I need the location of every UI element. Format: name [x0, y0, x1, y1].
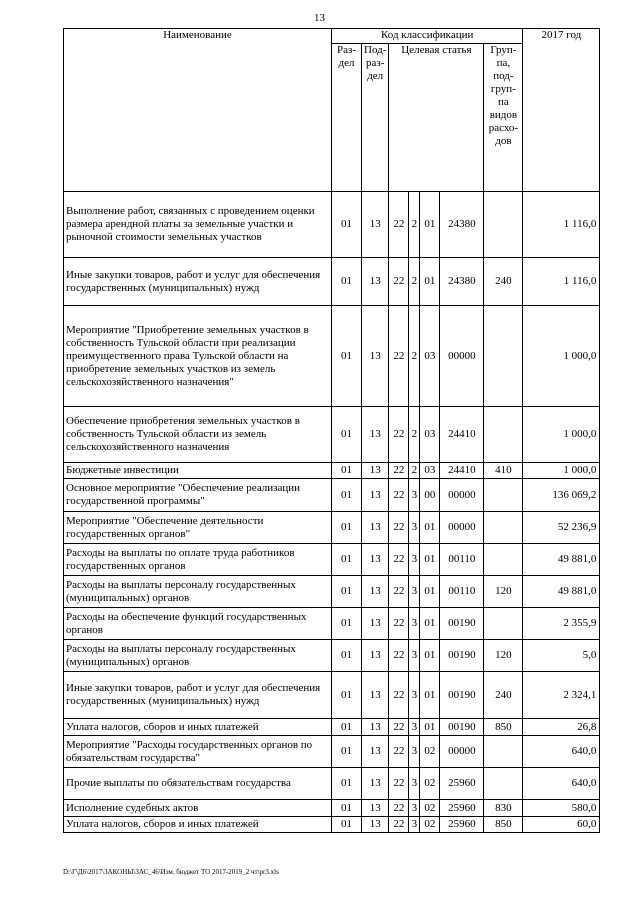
row-expense-type — [484, 544, 523, 576]
row-target-event: 01 — [420, 608, 440, 640]
row-razdel: 01 — [332, 258, 362, 306]
row-name: Расходы на обеспечение функций государственных органов — [64, 608, 332, 640]
table-row — [64, 544, 600, 576]
row-target-event: 01 — [420, 672, 440, 719]
row-razdel: 01 — [332, 544, 362, 576]
row-amount: 2 324,1 — [523, 672, 600, 719]
row-razdel: 01 — [332, 817, 362, 833]
row-target-program: 22 — [389, 576, 409, 608]
table-row — [64, 736, 600, 768]
row-target-event: 02 — [420, 736, 440, 768]
row-target-program: 22 — [389, 719, 409, 736]
header-expense-group: Груп- па, под- груп- па видов расхо- дов — [484, 44, 523, 192]
row-razdel: 01 — [332, 672, 362, 719]
row-expense-type: 240 — [484, 258, 523, 306]
row-podrazdel: 13 — [362, 608, 389, 640]
row-target-subprogram: 3 — [409, 719, 420, 736]
row-target-event: 01 — [420, 512, 440, 544]
row-podrazdel: 13 — [362, 719, 389, 736]
row-expense-type — [484, 479, 523, 512]
row-target-subprogram: 3 — [409, 672, 420, 719]
row-razdel: 01 — [332, 768, 362, 800]
row-target-direction: 00190 — [440, 640, 484, 672]
row-target-direction: 24410 — [440, 463, 484, 479]
row-amount: 1 000,0 — [523, 463, 600, 479]
row-target-direction: 00000 — [440, 736, 484, 768]
row-target-direction: 00190 — [440, 719, 484, 736]
row-target-program: 22 — [389, 192, 409, 258]
budget-table — [63, 28, 600, 833]
row-target-program: 22 — [389, 258, 409, 306]
row-razdel: 01 — [332, 192, 362, 258]
row-podrazdel: 13 — [362, 640, 389, 672]
row-amount: 1 116,0 — [523, 258, 600, 306]
header-code: Код классификации — [332, 29, 523, 44]
row-razdel: 01 — [332, 407, 362, 463]
row-name: Бюджетные инвестиции — [64, 463, 332, 479]
row-target-event: 01 — [420, 576, 440, 608]
row-target-subprogram: 3 — [409, 817, 420, 833]
row-expense-type: 830 — [484, 800, 523, 817]
row-target-event: 02 — [420, 817, 440, 833]
row-podrazdel: 13 — [362, 407, 389, 463]
table-row — [64, 463, 600, 479]
table-row — [64, 479, 600, 512]
row-podrazdel: 13 — [362, 192, 389, 258]
row-razdel: 01 — [332, 463, 362, 479]
table-row — [64, 192, 600, 258]
table-row — [64, 672, 600, 719]
row-name: Расходы на выплаты по оплате труда работников государственных органов — [64, 544, 332, 576]
row-target-subprogram: 3 — [409, 608, 420, 640]
row-expense-type — [484, 768, 523, 800]
header-razdel: Раз- дел — [332, 44, 362, 192]
row-podrazdel: 13 — [362, 672, 389, 719]
table-row — [64, 407, 600, 463]
row-podrazdel: 13 — [362, 479, 389, 512]
row-name: Иные закупки товаров, работ и услуг для обеспечения государственных (муниципальных) нужд — [64, 672, 332, 719]
row-target-subprogram: 3 — [409, 736, 420, 768]
row-name: Мероприятие "Приобретение земельных участков в собственность Тульской области при реализации преимущественного права Тульской области на приобретение земельных участков из земель сельскохозяйственного назначения" — [64, 306, 332, 407]
row-amount: 60,0 — [523, 817, 600, 833]
row-amount: 49 881,0 — [523, 544, 600, 576]
file-path-footer: D:\Г\Д6\2017\ЗАКОНЫ\ЗАС_46\Изм. бюджет ТО 2017-2019_2 чт\pr3.xls — [63, 868, 279, 876]
row-target-program: 22 — [389, 640, 409, 672]
row-target-subprogram: 2 — [409, 407, 420, 463]
row-target-direction: 00110 — [440, 576, 484, 608]
header-podrazdel: Под- раз- дел — [362, 44, 389, 192]
table-row — [64, 719, 600, 736]
page-number: 13 — [314, 12, 325, 24]
row-target-event: 02 — [420, 800, 440, 817]
row-name: Исполнение судебных актов — [64, 800, 332, 817]
row-podrazdel: 13 — [362, 544, 389, 576]
row-name: Уплата налогов, сборов и иных платежей — [64, 719, 332, 736]
row-razdel: 01 — [332, 800, 362, 817]
row-target-direction: 00110 — [440, 544, 484, 576]
row-amount: 1 000,0 — [523, 306, 600, 407]
row-amount: 5,0 — [523, 640, 600, 672]
row-target-program: 22 — [389, 306, 409, 407]
row-razdel: 01 — [332, 640, 362, 672]
row-amount: 52 236,9 — [523, 512, 600, 544]
row-target-subprogram: 3 — [409, 800, 420, 817]
row-target-subprogram: 3 — [409, 576, 420, 608]
table-row — [64, 800, 600, 817]
row-target-program: 22 — [389, 479, 409, 512]
row-expense-type: 850 — [484, 817, 523, 833]
row-podrazdel: 13 — [362, 800, 389, 817]
header-year: 2017 год — [523, 29, 600, 192]
row-target-event: 01 — [420, 192, 440, 258]
row-target-event: 02 — [420, 768, 440, 800]
table-row — [64, 258, 600, 306]
row-target-direction: 00000 — [440, 512, 484, 544]
row-podrazdel: 13 — [362, 768, 389, 800]
row-name: Мероприятие "Обеспечение деятельности государственных органов" — [64, 512, 332, 544]
table-row — [64, 768, 600, 800]
row-target-program: 22 — [389, 817, 409, 833]
row-name: Мероприятие "Расходы государственных органов по обязательствам государства" — [64, 736, 332, 768]
table-row — [64, 576, 600, 608]
row-target-direction: 24380 — [440, 192, 484, 258]
row-razdel: 01 — [332, 512, 362, 544]
row-podrazdel: 13 — [362, 576, 389, 608]
row-podrazdel: 13 — [362, 463, 389, 479]
row-podrazdel: 13 — [362, 306, 389, 407]
row-target-program: 22 — [389, 544, 409, 576]
row-expense-type: 120 — [484, 576, 523, 608]
row-expense-type: 850 — [484, 719, 523, 736]
row-podrazdel: 13 — [362, 512, 389, 544]
budget-rows — [64, 192, 600, 833]
row-target-subprogram: 2 — [409, 463, 420, 479]
row-target-program: 22 — [389, 608, 409, 640]
table-row — [64, 817, 600, 833]
row-target-event: 03 — [420, 306, 440, 407]
row-amount: 2 355,9 — [523, 608, 600, 640]
row-expense-type: 410 — [484, 463, 523, 479]
row-target-event: 01 — [420, 544, 440, 576]
row-target-event: 03 — [420, 463, 440, 479]
row-target-program: 22 — [389, 768, 409, 800]
row-target-program: 22 — [389, 672, 409, 719]
row-name: Иные закупки товаров, работ и услуг для обеспечения государственных (муниципальных) нужд — [64, 258, 332, 306]
row-expense-type — [484, 608, 523, 640]
row-target-program: 22 — [389, 407, 409, 463]
row-name: Основное мероприятие "Обеспечение реализации государственной программы" — [64, 479, 332, 512]
row-target-direction: 24380 — [440, 258, 484, 306]
table-row — [64, 640, 600, 672]
row-razdel: 01 — [332, 608, 362, 640]
row-amount: 49 881,0 — [523, 576, 600, 608]
row-target-direction: 25960 — [440, 768, 484, 800]
row-target-subprogram: 2 — [409, 258, 420, 306]
row-target-program: 22 — [389, 800, 409, 817]
table-row — [64, 608, 600, 640]
row-name: Расходы на выплаты персоналу государственных (муниципальных) органов — [64, 640, 332, 672]
row-amount: 640,0 — [523, 768, 600, 800]
row-razdel: 01 — [332, 306, 362, 407]
row-name: Уплата налогов, сборов и иных платежей — [64, 817, 332, 833]
row-amount: 26,8 — [523, 719, 600, 736]
row-expense-type — [484, 736, 523, 768]
row-expense-type — [484, 407, 523, 463]
row-target-direction: 00000 — [440, 479, 484, 512]
row-razdel: 01 — [332, 719, 362, 736]
row-target-event: 03 — [420, 407, 440, 463]
row-target-direction: 25960 — [440, 800, 484, 817]
row-target-event: 01 — [420, 258, 440, 306]
row-target-subprogram: 2 — [409, 192, 420, 258]
row-target-program: 22 — [389, 736, 409, 768]
row-target-subprogram: 3 — [409, 640, 420, 672]
row-expense-type — [484, 192, 523, 258]
row-amount: 580,0 — [523, 800, 600, 817]
row-target-direction: 25960 — [440, 817, 484, 833]
row-target-direction: 00190 — [440, 672, 484, 719]
row-podrazdel: 13 — [362, 817, 389, 833]
header-name: Наименование — [64, 29, 332, 192]
row-amount: 1 116,0 — [523, 192, 600, 258]
row-target-direction: 00000 — [440, 306, 484, 407]
row-expense-type — [484, 306, 523, 407]
row-target-subprogram: 3 — [409, 512, 420, 544]
row-target-event: 00 — [420, 479, 440, 512]
row-target-event: 01 — [420, 640, 440, 672]
row-target-subprogram: 2 — [409, 306, 420, 407]
row-target-program: 22 — [389, 512, 409, 544]
row-razdel: 01 — [332, 736, 362, 768]
table-row — [64, 306, 600, 407]
row-target-direction: 24410 — [440, 407, 484, 463]
row-target-program: 22 — [389, 463, 409, 479]
row-expense-type: 240 — [484, 672, 523, 719]
row-target-subprogram: 3 — [409, 768, 420, 800]
row-target-direction: 00190 — [440, 608, 484, 640]
table-row — [64, 512, 600, 544]
row-amount: 1 000,0 — [523, 407, 600, 463]
row-expense-type: 120 — [484, 640, 523, 672]
row-target-subprogram: 3 — [409, 479, 420, 512]
row-razdel: 01 — [332, 479, 362, 512]
header-target-article: Целевая статья — [389, 44, 484, 192]
row-name: Обеспечение приобретения земельных участков в собственность Тульской области из земель сельскохозяйственного назначения — [64, 407, 332, 463]
row-expense-type — [484, 512, 523, 544]
row-podrazdel: 13 — [362, 258, 389, 306]
row-target-subprogram: 3 — [409, 544, 420, 576]
row-amount: 136 069,2 — [523, 479, 600, 512]
row-razdel: 01 — [332, 576, 362, 608]
row-name: Выполнение работ, связанных с проведением оценки размера арендной платы за земельные участки и рыночной стоимости земельных участков — [64, 192, 332, 258]
row-name: Прочие выплаты по обязательствам государства — [64, 768, 332, 800]
row-name: Расходы на выплаты персоналу государственных (муниципальных) органов — [64, 576, 332, 608]
row-target-event: 01 — [420, 719, 440, 736]
row-podrazdel: 13 — [362, 736, 389, 768]
row-amount: 640,0 — [523, 736, 600, 768]
